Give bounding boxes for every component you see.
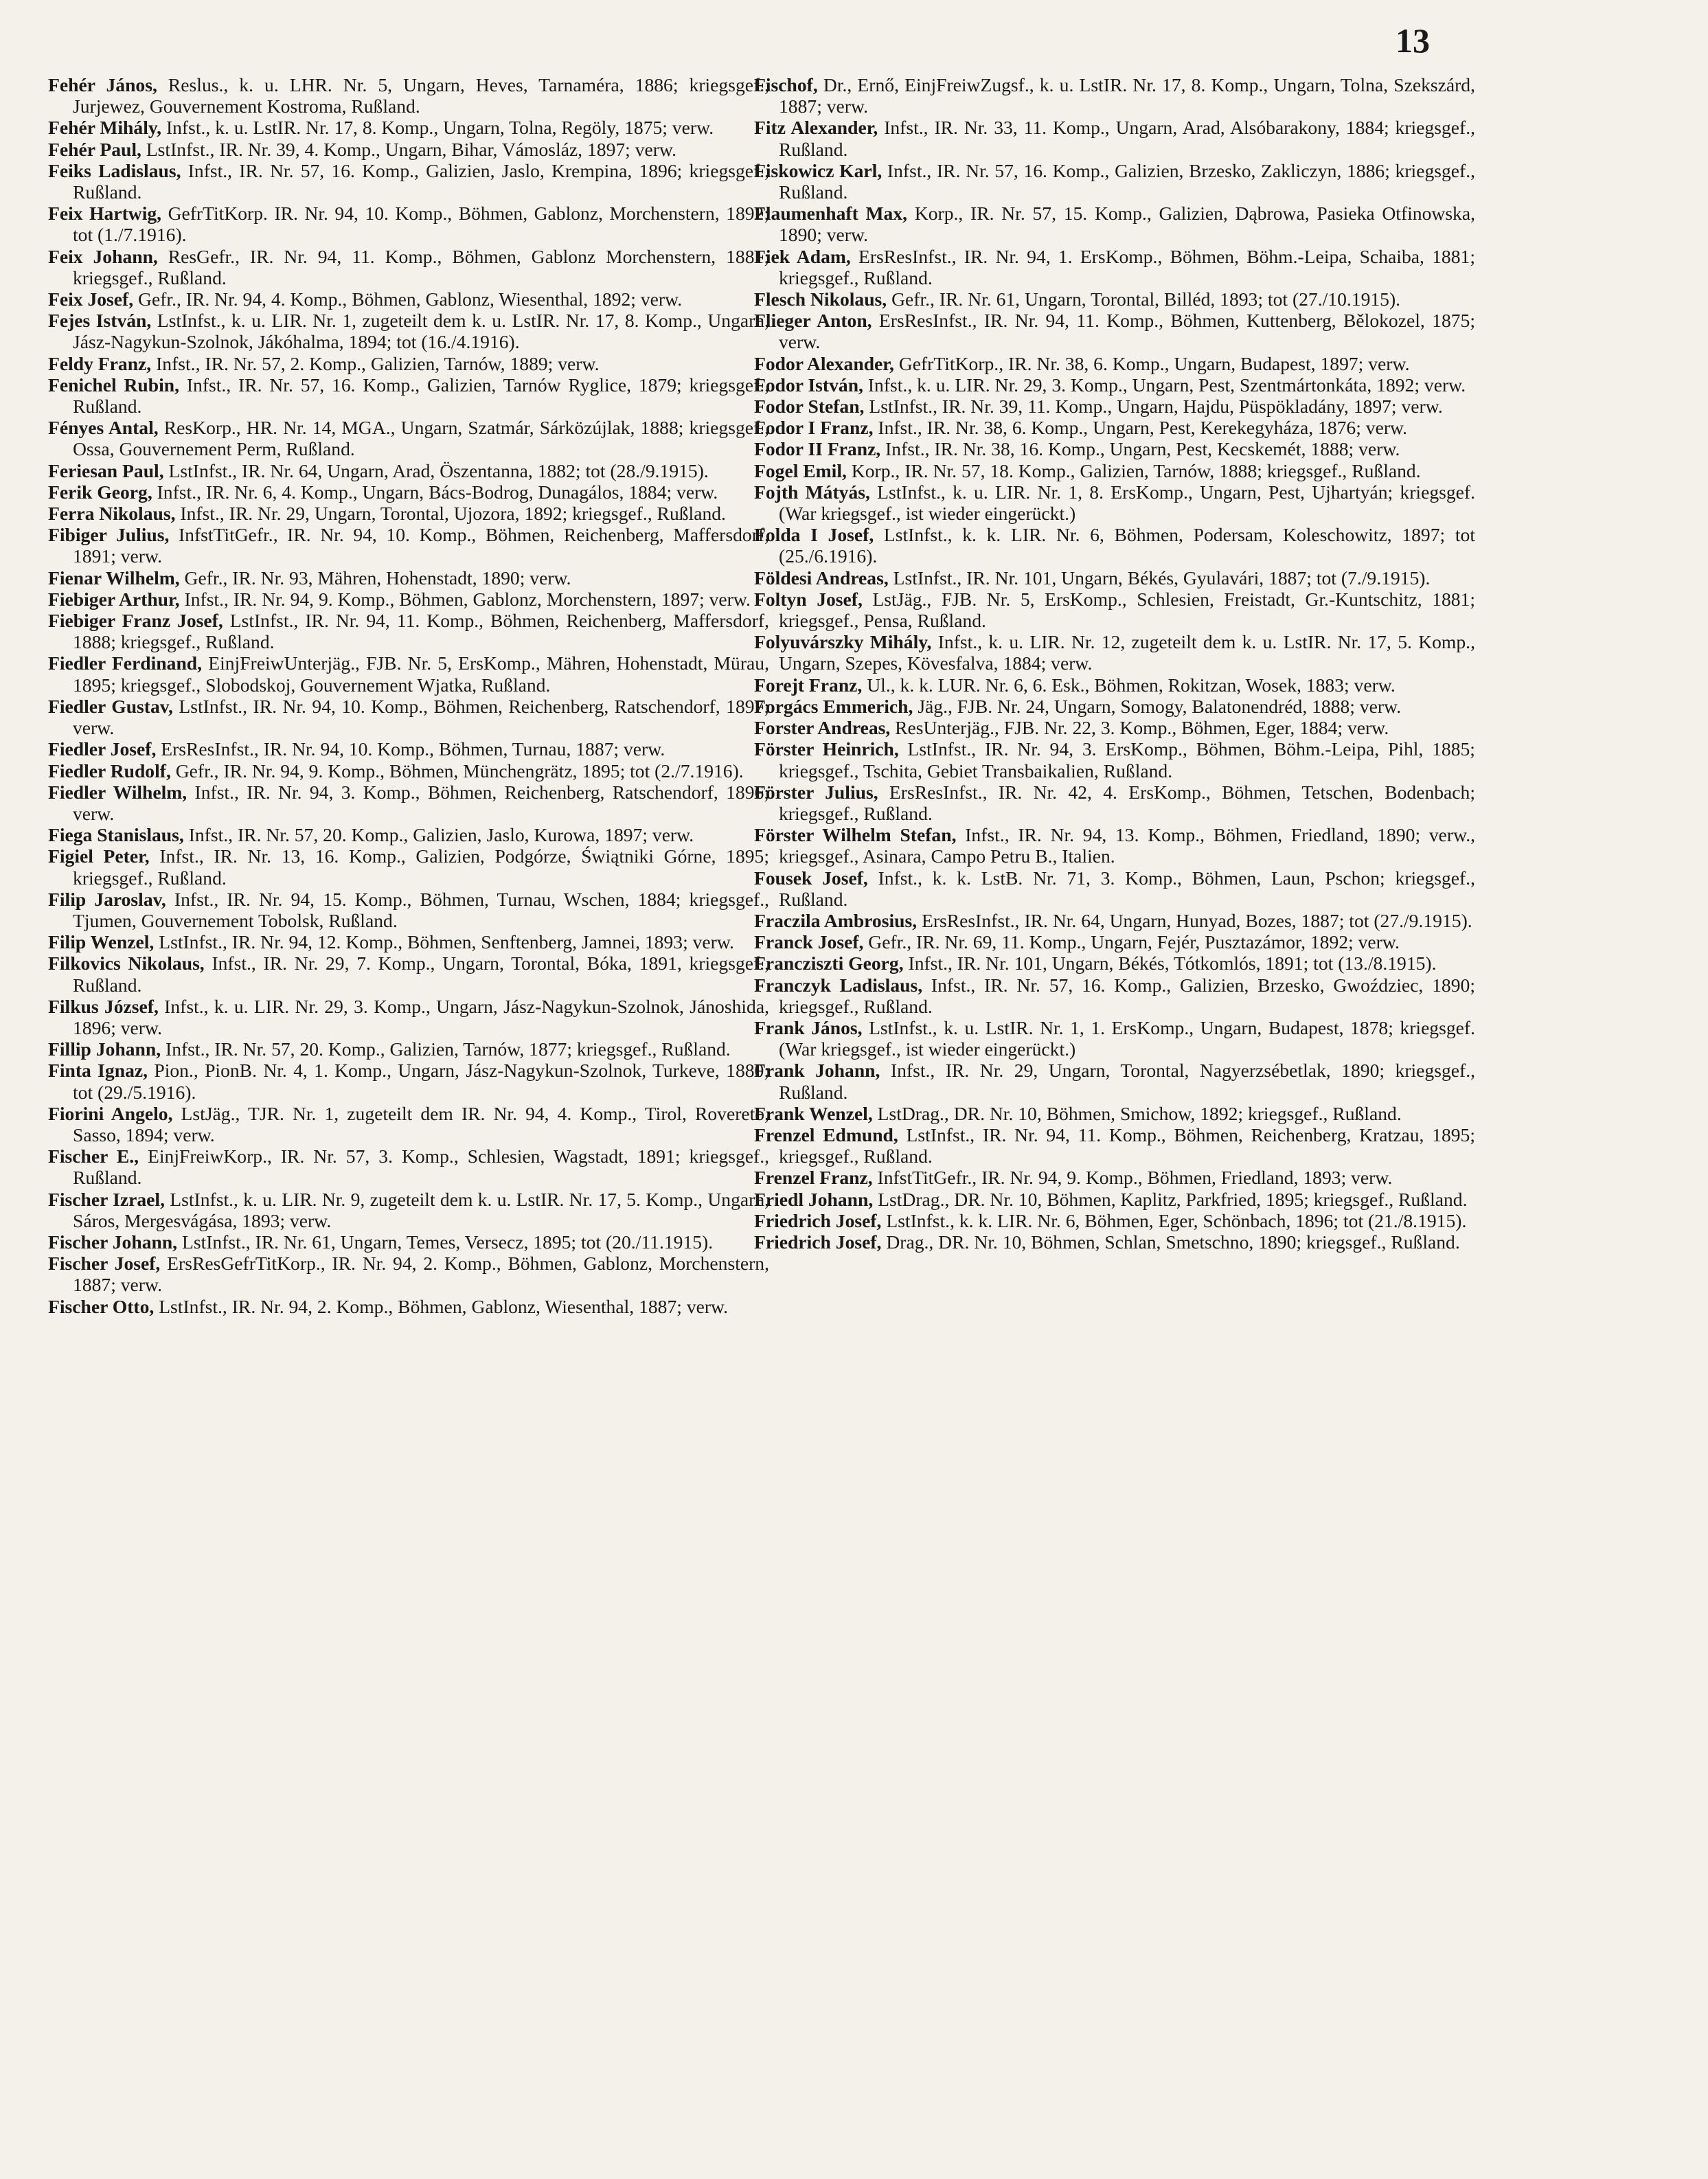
list-entry: [754, 674, 1475, 696]
entry-details: Infst., IR. Nr. 38, 6. Komp., Ungarn, Pest, Kerekegyháza, 1876; verw.: [873, 417, 1408, 439]
list-entry: [48, 417, 769, 459]
entry-details: Infst., IR. Nr. 57, 16. Komp., Galizien, Brzesko, Zakliczyn, 1886; kriegsgef., Rußland.: [779, 159, 1476, 203]
entry-details: Infst., k. u. LIR. Nr. 12, zugeteilt dem k. u. LstIR. Nr. 17, 5. Komp., Ungarn, Szepes, Kövesfalva, 1884; verw.: [779, 631, 1475, 674]
entry-details: LstDrag., DR. Nr. 10, Böhmen, Kaplitz, Parkfried, 1895; kriegsgef., Rußland.: [873, 1188, 1468, 1210]
entry-details: Infst., IR. Nr. 29, Ungarn, Torontal, Nagyerzsébetlak, 1890; kriegsgef., Rußland.: [779, 1060, 1475, 1103]
list-entry: [754, 524, 1475, 567]
list-entry: [754, 717, 1475, 738]
entry-name: Frenzel Edmund,: [754, 1123, 898, 1145]
entry-details: Gefr., IR. Nr. 93, Mähren, Hohenstadt, 1890; verw.: [179, 567, 571, 589]
list-entry: [48, 460, 769, 481]
entry-details: Infst., IR. Nr. 101, Ungarn, Békés, Tótkomlós, 1891; tot (13./8.1915).: [903, 952, 1437, 974]
entry-details: ResGefr., IR. Nr. 94, 11. Komp., Böhmen, Gablonz Morchenstern, 1881; kriegsgef., Rußland.: [73, 245, 769, 288]
entry-name: Finta Ignaz,: [48, 1060, 148, 1082]
entry-details: LstInfst., k. k. LIR. Nr. 6, Böhmen, Eger, Schönbach, 1896; tot (21./8.1915).: [881, 1209, 1467, 1231]
entry-name: Fischer Johann,: [48, 1231, 178, 1253]
entry-details: LstInfst., k. k. LIR. Nr. 6, Böhmen, Podersam, Koleschowitz, 1897; tot (25./6.1916).: [779, 524, 1475, 567]
entry-details: Gefr., IR. Nr. 94, 9. Komp., Böhmen, Münchengrätz, 1895; tot (2./7.1916).: [170, 760, 744, 782]
list-entry: [48, 353, 769, 374]
entry-name: Franck Josef,: [754, 931, 864, 953]
entry-name: Fiebiger Arthur,: [48, 588, 180, 610]
entry-details: LstJäg., TJR. Nr. 1, zugeteilt dem IR. Nr. 94, 4. Komp., Tirol, Rovereto, Sasso, 1894; verw.: [73, 1102, 769, 1145]
entry-details: ErsResInfst., IR. Nr. 64, Ungarn, Hunyad, Bozes, 1887; tot (27./9.1915).: [917, 909, 1472, 931]
entry-details: LstInfst., k. u. LIR. Nr. 1, zugeteilt dem k. u. LstIR. Nr. 17, 8. Komp., Ungarn, Jász-Nagykun-Szolnok, Jákóhalma, 1894; tot (16./4.1916).: [73, 310, 770, 353]
entry-name: Fehér Paul,: [48, 138, 141, 160]
entry-details: Infst., IR. Nr. 94, 3. Komp., Böhmen, Reichenberg, Ratschendorf, 1896; verw.: [73, 781, 769, 824]
entry-details: Infst., k. u. LIR. Nr. 29, 3. Komp., Ungarn, Jász-Nagykun-Szolnok, Jánoshida, 1896; verw.: [73, 995, 769, 1038]
entry-name: Fehér János,: [48, 74, 157, 95]
entry-details: LstJäg., FJB. Nr. 5, ErsKomp., Schlesien, Freistadt, Gr.-Kuntschitz, 1881; kriegsgef., Pensa, Rußland.: [779, 588, 1476, 632]
entry-name: Förster Wilhelm Stefan,: [754, 824, 957, 846]
entry-details: LstDrag., DR. Nr. 10, Böhmen, Smichow, 1892; kriegsgef., Rußland.: [872, 1102, 1402, 1124]
entry-name: Feix Josef,: [48, 288, 134, 310]
entry-details: LstInfst., IR. Nr. 61, Ungarn, Temes, Versecz, 1895; tot (20./11.1915).: [177, 1231, 714, 1253]
entry-details: Infst., IR. Nr. 33, 11. Komp., Ungarn, Arad, Alsóbarakony, 1884; kriegsgef., Rußland.: [779, 117, 1475, 160]
entry-name: Frenzel Franz,: [754, 1167, 873, 1189]
list-entry: [754, 460, 1475, 481]
entry-name: Flieger Anton,: [754, 310, 872, 332]
entry-name: Fibiger Julius,: [48, 524, 170, 546]
entry-name: Flaumenhaft Max,: [754, 203, 908, 225]
list-entry: [754, 1210, 1475, 1231]
entry-name: Förster Julius,: [754, 781, 878, 803]
list-entry: [754, 696, 1475, 717]
entry-details: LstInfst., IR. Nr. 94, 11. Komp., Böhmen, Reichenberg, Maffersdorf, 1888; kriegsgef., Rußland.: [73, 610, 769, 653]
entry-details: Gefr., IR. Nr. 69, 11. Komp., Ungarn, Fejér, Pusztazámor, 1892; verw.: [863, 931, 1400, 953]
entry-details: LstInfst., k. u. LIR. Nr. 9, zugeteilt dem k. u. LstIR. Nr. 17, 5. Komp., Ungarn, Sáros, Mergesvágása, 1893; verw.: [73, 1188, 770, 1231]
entry-details: GefrTitKorp. IR. Nr. 94, 10. Komp., Böhmen, Gablonz, Morchenstern, 1892; tot (1./7.1916).: [73, 203, 769, 246]
list-entry: [48, 139, 769, 160]
entry-name: Fehér Mihály,: [48, 117, 162, 139]
entry-name: Filkus József,: [48, 995, 159, 1017]
entry-details: ResKorp., HR. Nr. 14, MGA., Ungarn, Szatmár, Sárközújlak, 1888; kriegsgef., Ossa, Gouvernement Perm, Rußland.: [73, 417, 769, 460]
entry-details: Dr., Ernő, EinjFreiwZugsf., k. u. LstIR. Nr. 17, 8. Komp., Ungarn, Tolna, Szekszárd, 1887; verw.: [779, 74, 1475, 117]
list-entry: [48, 996, 769, 1038]
entry-name: Fejes István,: [48, 310, 152, 332]
entry-details: Jäg., FJB. Nr. 24, Ungarn, Somogy, Balatonendréd, 1888; verw.: [913, 695, 1402, 717]
list-entry: [48, 1145, 769, 1188]
list-entry: [48, 246, 769, 288]
entry-details: Infst., IR. Nr. 57, 16. Komp., Galizien, Jaslo, Krempina, 1896; kriegsgef., Rußland.: [73, 159, 770, 203]
entry-details: GefrTitKorp., IR. Nr. 38, 6. Komp., Ungarn, Budapest, 1897; verw.: [893, 352, 1410, 374]
list-entry: [754, 203, 1475, 245]
list-entry: [754, 589, 1475, 631]
list-entry: [754, 1189, 1475, 1210]
list-entry: [754, 481, 1475, 524]
entry-name: Fiek Adam,: [754, 245, 851, 267]
entry-name: Fiedler Ferdinand,: [48, 652, 203, 674]
list-entry: [754, 1231, 1475, 1253]
entry-details: Korp., IR. Nr. 57, 15. Komp., Galizien, Dąbrowa, Pasieka Otfinowska, 1890; verw.: [779, 203, 1476, 246]
entry-name: Ferra Nikolaus,: [48, 503, 176, 525]
entry-details: Infst., IR. Nr. 94, 15. Komp., Böhmen, Turnau, Wschen, 1884; kriegsgef., Tjumen, Gouvernement Tobolsk, Rußland.: [73, 888, 769, 931]
list-entry: [754, 1124, 1475, 1167]
list-entry: [754, 438, 1475, 459]
list-entry: [754, 117, 1475, 159]
entry-details: Infst., IR. Nr. 57, 16. Komp., Galizien, Tarnów Ryglice, 1879; kriegsgef., Rußland.: [73, 374, 769, 418]
list-entry: [754, 1103, 1475, 1124]
list-entry: [754, 867, 1475, 910]
entry-details: LstInfst., IR. Nr. 39, 4. Komp., Ungarn, Bihar, Vámosláz, 1897; verw.: [141, 138, 676, 160]
entry-details: Korp., IR. Nr. 57, 18. Komp., Galizien, Tarnów, 1888; kriegsgef., Rußland.: [846, 459, 1421, 481]
list-entry: [48, 567, 769, 589]
list-entry: [48, 74, 769, 117]
list-entry: [754, 782, 1475, 824]
list-entry: [754, 910, 1475, 931]
entry-details: LstInfst., IR. Nr. 101, Ungarn, Békés, Gyulavári, 1887; tot (7./9.1915).: [888, 567, 1431, 589]
list-entry: [48, 203, 769, 245]
entry-name: Filkovics Nikolaus,: [48, 952, 205, 974]
entry-details: Infst., IR. Nr. 94, 13. Komp., Böhmen, Friedland, 1890; verw., kriegsgef., Asinara, Campo Petru B., Italien.: [779, 824, 1476, 867]
list-entry: [754, 974, 1475, 1017]
entry-details: EinjFreiwUnterjäg., FJB. Nr. 5, ErsKomp., Mähren, Hohenstadt, Mürau, 1895; kriegsgef., Slobodskoj, Gouvernement Wjatka, Rußland.: [73, 652, 769, 696]
entry-details: Infst., IR. Nr. 57, 16. Komp., Galizien, Brzesko, Gwoździec, 1890; kriegsgef., Rußland.: [779, 974, 1475, 1017]
entry-name: Forgács Emmerich,: [754, 695, 913, 717]
entry-name: Frank Wenzel,: [754, 1102, 873, 1124]
list-entry: [754, 567, 1475, 589]
list-entry: [48, 117, 769, 138]
entry-details: Infst., IR. Nr. 13, 16. Komp., Galizien, Podgórze, Świątniki Górne, 1895; kriegsgef., Rußland.: [73, 845, 770, 889]
entry-name: Fogel Emil,: [754, 459, 847, 481]
list-entry: [48, 931, 769, 952]
list-entry: [48, 610, 769, 652]
entry-details: LstInfst., IR. Nr. 94, 11. Komp., Böhmen, Reichenberg, Kratzau, 1895; kriegsgef., Rußland.: [779, 1123, 1475, 1167]
list-entry: [48, 310, 769, 352]
entry-details: LstInfst., IR. Nr. 94, 10. Komp., Böhmen, Reichenberg, Ratschendorf, 1897; verw.: [73, 695, 770, 739]
entry-details: InfstTitGefr., IR. Nr. 94, 10. Komp., Böhmen, Reichenberg, Maffersdorf, 1891; verw.: [73, 524, 769, 567]
entry-details: Infst., IR. Nr. 57, 20. Komp., Galizien, Jaslo, Kurowa, 1897; verw.: [183, 824, 694, 846]
entry-name: Fiedler Josef,: [48, 738, 157, 760]
entry-name: Fitz Alexander,: [754, 117, 878, 139]
entry-name: Fiebiger Franz Josef,: [48, 610, 223, 632]
entry-name: Fischer Otto,: [48, 1295, 155, 1317]
list-entry: [48, 889, 769, 931]
entry-name: Flesch Nikolaus,: [754, 288, 887, 310]
list-entry: [48, 589, 769, 610]
entry-name: Friedrich Josef,: [754, 1209, 882, 1231]
entry-name: Fiedler Rudolf,: [48, 760, 171, 782]
entry-name: Foltyn Josef,: [754, 588, 863, 610]
list-entry: [754, 631, 1475, 674]
entry-name: Friedl Johann,: [754, 1188, 874, 1210]
entry-details: Infst., IR. Nr. 29, 7. Komp., Ungarn, Torontal, Bóka, 1891, kriegsgef., Rußland.: [73, 952, 769, 996]
entry-name: Fraczila Ambrosius,: [754, 909, 918, 931]
left-column: [48, 74, 769, 1317]
entry-name: Ferik Georg,: [48, 481, 152, 503]
entry-details: InfstTitGefr., IR. Nr. 94, 9. Komp., Böhmen, Friedland, 1893; verw.: [872, 1167, 1393, 1189]
entry-name: Fodor Stefan,: [754, 396, 865, 418]
list-entry: [48, 1253, 769, 1295]
entry-details: Infst., k. u. LIR. Nr. 29, 3. Komp., Ungarn, Pest, Szentmártonkáta, 1892; verw.: [863, 374, 1466, 396]
entry-name: Fiskowicz Karl,: [754, 159, 883, 181]
entry-details: Infst., k. k. LstB. Nr. 71, 3. Komp., Böhmen, Laun, Pschon; kriegsgef., Rußland.: [779, 867, 1475, 910]
right-column: [754, 74, 1475, 1253]
entry-name: Fodor Alexander,: [754, 352, 894, 374]
entry-name: Förster Heinrich,: [754, 738, 899, 760]
entry-name: Feldy Franz,: [48, 352, 152, 374]
entry-details: Ul., k. k. LUR. Nr. 6, 6. Esk., Böhmen, Rokitzan, Wosek, 1883; verw.: [862, 674, 1396, 696]
list-entry: [48, 696, 769, 738]
entry-name: Folyuvárszky Mihály,: [754, 631, 932, 653]
entry-details: Infst., k. u. LstIR. Nr. 17, 8. Komp., Ungarn, Tolna, Regöly, 1875; verw.: [161, 117, 714, 139]
entry-name: Fényes Antal,: [48, 417, 159, 439]
page-number: 13: [1396, 21, 1430, 60]
entry-details: Pion., PionB. Nr. 4, 1. Komp., Ungarn, Jász-Nagykun-Szolnok, Turkeve, 1880; tot (29./5.1916).: [73, 1060, 770, 1103]
entry-name: Földesi Andreas,: [754, 567, 889, 589]
entry-name: Frank János,: [754, 1016, 863, 1038]
list-entry: [754, 310, 1475, 352]
entry-details: ErsResInfst., IR. Nr. 94, 1. ErsKomp., Böhmen, Böhm.-Leipa, Schaiba, 1881; kriegsgef., Rußland.: [779, 245, 1475, 288]
list-entry: [754, 824, 1475, 867]
entry-name: Fodor István,: [754, 374, 863, 396]
list-entry: [48, 760, 769, 782]
entry-name: Fojth Mátyás,: [754, 481, 870, 503]
list-entry: [48, 481, 769, 503]
list-entry: [48, 1231, 769, 1253]
entry-details: ErsResInfst., IR. Nr. 94, 11. Komp., Böhmen, Kuttenberg, Bělokozel, 1875; verw.: [779, 310, 1475, 353]
list-entry: [754, 396, 1475, 417]
entry-details: Infst., IR. Nr. 57, 2. Komp., Galizien, Tarnów, 1889; verw.: [151, 352, 600, 374]
entry-details: LstInfst., k. u. LIR. Nr. 1, 8. ErsKomp., Ungarn, Pest, Ujhartyán; kriegsgef. (War kriegsgef., ist wieder eingerückt.): [779, 481, 1475, 525]
entry-details: LstInfst., IR. Nr. 64, Ungarn, Arad, Öszentanna, 1882; tot (28./9.1915).: [163, 459, 709, 481]
entry-details: ErsResGefrTitKorp., IR. Nr. 94, 2. Komp., Böhmen, Gablonz, Morchenstern, 1887; verw.: [73, 1253, 770, 1296]
list-entry: [48, 503, 769, 524]
entry-details: Infst., IR. Nr. 94, 9. Komp., Böhmen, Gablonz, Morchenstern, 1897; verw.: [179, 588, 751, 610]
entry-name: Feriesan Paul,: [48, 459, 164, 481]
list-entry: [48, 1038, 769, 1060]
list-entry: [48, 1296, 769, 1317]
entry-details: ErsResInfst., IR. Nr. 94, 10. Komp., Böhmen, Turnau, 1887; verw.: [156, 738, 665, 760]
entry-name: Frank Johann,: [754, 1060, 880, 1082]
entry-name: Fienar Wilhelm,: [48, 567, 180, 589]
entry-details: Infst., IR. Nr. 38, 16. Komp., Ungarn, Pest, Kecskemét, 1888; verw.: [880, 438, 1400, 460]
entry-name: Filip Jaroslav,: [48, 888, 166, 910]
entry-details: LstInfst., IR. Nr. 39, 11. Komp., Ungarn, Hajdu, Püspökladány, 1897; verw.: [864, 396, 1443, 418]
entry-details: Infst., IR. Nr. 57, 20. Komp., Galizien, Tarnów, 1877; kriegsgef., Rußland.: [161, 1038, 731, 1060]
list-entry: [48, 1060, 769, 1102]
list-entry: [754, 1060, 1475, 1102]
entry-name: Feix Hartwig,: [48, 203, 162, 225]
entry-name: Fillip Johann,: [48, 1038, 161, 1060]
entry-name: Fischer E.,: [48, 1145, 139, 1167]
list-entry: [754, 246, 1475, 288]
list-entry: [754, 74, 1475, 117]
entry-details: LstInfst., k. u. LstIR. Nr. 1, 1. ErsKomp., Ungarn, Budapest, 1878; kriegsgef. (War kriegsgef., ist wieder eingerückt.): [779, 1016, 1475, 1060]
entry-name: Feiks Ladislaus,: [48, 159, 181, 181]
entry-name: Figiel Peter,: [48, 845, 150, 867]
entry-name: Filip Wenzel,: [48, 931, 155, 953]
list-entry: [48, 952, 769, 995]
list-entry: [754, 417, 1475, 438]
list-entry: [48, 824, 769, 845]
entry-name: Fiega Stanislaus,: [48, 824, 184, 846]
entry-name: Fodor I Franz,: [754, 417, 874, 439]
list-entry: [48, 652, 769, 695]
entry-name: Fodor II Franz,: [754, 438, 881, 460]
list-entry: [754, 374, 1475, 396]
entry-details: Drag., DR. Nr. 10, Böhmen, Schlan, Smetschno, 1890; kriegsgef., Rußland.: [881, 1231, 1460, 1253]
list-entry: [48, 1189, 769, 1231]
list-entry: [48, 524, 769, 567]
list-entry: [754, 738, 1475, 781]
entry-name: Feix Johann,: [48, 245, 158, 267]
entry-name: Fischof,: [754, 74, 818, 95]
list-entry: [48, 738, 769, 760]
list-entry: [48, 845, 769, 888]
entry-name: Forejt Franz,: [754, 674, 863, 696]
entry-details: LstInfst., IR. Nr. 94, 3. ErsKomp., Böhmen, Böhm.-Leipa, Pihl, 1885; kriegsgef., Tschita, Gebiet Transbaikalien, Rußland.: [779, 738, 1475, 782]
entry-details: Gefr., IR. Nr. 61, Ungarn, Torontal, Billéd, 1893; tot (27./10.1915).: [887, 288, 1401, 310]
entry-name: Fousek Josef,: [754, 867, 868, 889]
list-entry: [754, 952, 1475, 974]
list-entry: [48, 782, 769, 824]
entry-name: Francziszti Georg,: [754, 952, 904, 974]
entry-name: Fiorini Angelo,: [48, 1102, 173, 1124]
list-entry: [754, 931, 1475, 952]
entry-details: Infst., IR. Nr. 6, 4. Komp., Ungarn, Bács-Bodrog, Dunagálos, 1884; verw.: [152, 481, 718, 503]
list-entry: [754, 288, 1475, 310]
list-entry: [48, 160, 769, 203]
entry-name: Folda I Josef,: [754, 524, 874, 546]
entry-name: Fischer Izrael,: [48, 1188, 165, 1210]
list-entry: [754, 160, 1475, 203]
entry-details: Gefr., IR. Nr. 94, 4. Komp., Böhmen, Gablonz, Wiesenthal, 1892; verw.: [133, 288, 683, 310]
entry-name: Fiedler Gustav,: [48, 695, 173, 717]
entry-name: Friedrich Josef,: [754, 1231, 882, 1253]
entry-name: Forster Andreas,: [754, 717, 891, 739]
list-entry: [48, 1103, 769, 1145]
entry-name: Franczyk Ladislaus,: [754, 974, 923, 996]
list-entry: [754, 1167, 1475, 1188]
entry-details: ResUnterjäg., FJB. Nr. 22, 3. Komp., Böhmen, Eger, 1884; verw.: [890, 717, 1389, 739]
entry-details: ErsResInfst., IR. Nr. 42, 4. ErsKomp., Böhmen, Tetschen, Bodenbach; kriegsgef., Rußland.: [779, 781, 1475, 824]
entry-details: Reslus., k. u. LHR. Nr. 5, Ungarn, Heves, Tarnaméra, 1886; kriegsgef., Jurjewez, Gouvernement Kostroma, Rußland.: [73, 74, 769, 117]
entry-name: Fischer Josef,: [48, 1253, 161, 1275]
entry-details: EinjFreiwKorp., IR. Nr. 57, 3. Komp., Schlesien, Wagstadt, 1891; kriegsgef., Rußland.: [73, 1145, 769, 1189]
list-entry: [754, 353, 1475, 374]
list-entry: [754, 1017, 1475, 1060]
list-entry: [48, 374, 769, 417]
entry-details: LstInfst., IR. Nr. 94, 12. Komp., Böhmen, Senftenberg, Jamnei, 1893; verw.: [154, 931, 734, 953]
entry-details: Infst., IR. Nr. 29, Ungarn, Torontal, Ujozora, 1892; kriegsgef., Rußland.: [175, 503, 726, 525]
list-entry: [48, 288, 769, 310]
entry-details: LstInfst., IR. Nr. 94, 2. Komp., Böhmen, Gablonz, Wiesenthal, 1887; verw.: [154, 1295, 729, 1317]
entry-name: Fiedler Wilhelm,: [48, 781, 187, 803]
entry-name: Fenichel Rubin,: [48, 374, 179, 396]
